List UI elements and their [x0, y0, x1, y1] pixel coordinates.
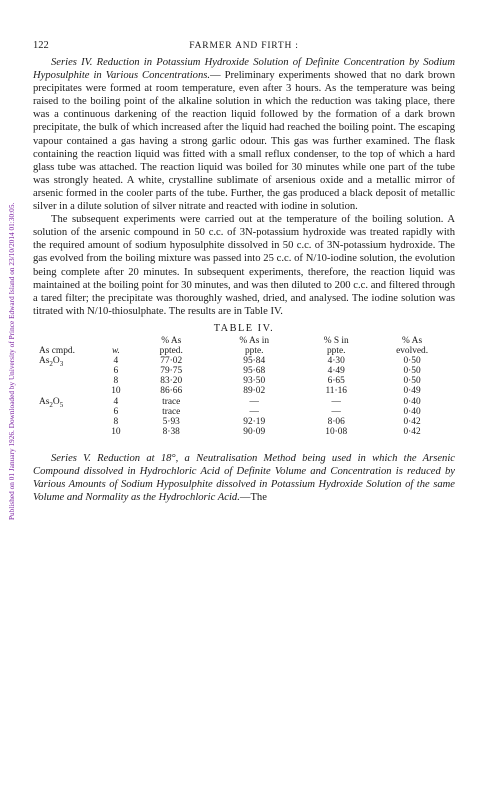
table-cell: 0·42: [403, 427, 421, 438]
table-cell: 86·66: [160, 386, 183, 397]
table-cell: 10·08: [325, 427, 348, 438]
table-cell: 4: [113, 355, 119, 366]
compound-cell: [37, 417, 101, 427]
table-header-cell: As cmpd.: [39, 345, 75, 356]
table-cell: 8: [113, 417, 119, 428]
table-header-cell: % As: [161, 335, 182, 346]
compound-cell: [37, 427, 101, 437]
table-cell: 95·68: [243, 366, 266, 377]
table-cell: 89·02: [243, 386, 266, 397]
table-row: [37, 407, 449, 417]
compound-cell: $As_2O_3$: [39, 355, 64, 368]
table-header-cell: [37, 336, 101, 346]
table-cell: 5·93: [162, 417, 180, 428]
table-header-cell: ppte.: [326, 345, 346, 356]
compound-cell: $As_2O_5$: [39, 396, 64, 409]
table-cell: 93·50: [243, 376, 266, 387]
table-cell: 4·49: [327, 366, 345, 377]
table-header-cell: [101, 336, 132, 346]
table-cell: 10: [111, 427, 121, 438]
table-cell: 4·30: [327, 355, 345, 366]
table-cell: 0·49: [403, 386, 421, 397]
table-cell: —: [331, 396, 341, 407]
table-cell: trace: [162, 406, 181, 417]
table-cell: 11·16: [325, 386, 347, 397]
table-cell: 0·40: [403, 406, 421, 417]
table-row: [37, 427, 449, 437]
page: [33, 40, 455, 504]
series-iv-body: — Preliminary experiments showed that no dark brown precipitates were formed at room temperature, even after 3 hours. As the temperature was being raised to the boiling point of the alkaline solution in which the reduction was taking place, there was a continuous darkening of the reaction liquid followed by the formation of a dark brown precipitate, the bulk of which increased after the liquid had reached the boiling point. The escaping vapour contained a gas having a strong garlic odour. This gas was further examined. The flask containing the reaction liquid was fitted with a small reflux condenser, to the top of which a hard glass tube was attached. The reaction liquid was boiled for 30 minutes while one part of the tube was strongly heated. A white, crystalline sublimate of arsenious oxide and a metallic mirror of arsenic formed in the cooler parts of the tube. Further, the gas produced a black deposit of metallic silver in a dilute solution of silver nitrate and reacted with iodine in solution.: [33, 70, 455, 213]
series-iv-paragraph: [33, 56, 455, 213]
table-row: [37, 356, 449, 366]
table-header-cell: w.: [111, 345, 120, 356]
table-row: [37, 417, 449, 427]
table-cell: 6: [113, 366, 119, 377]
page-number: 122: [33, 40, 49, 51]
table-cell: trace: [162, 396, 181, 407]
table-row: [37, 397, 449, 407]
table-cell: —: [249, 406, 259, 417]
page-header: [33, 40, 455, 56]
table-cell: 8·38: [162, 427, 180, 438]
compound-cell: [37, 376, 101, 386]
table-cell: 10: [111, 386, 121, 397]
table-cell: 6: [113, 406, 119, 417]
results-table: [37, 336, 449, 438]
table-header-cell: % As: [402, 335, 423, 346]
series-iv-title: Series IV. Reduction in Potassium Hydroxide Solution of Definite Concentration by Sodium Hyposulphite in Various Concentrations.: [33, 57, 455, 82]
compound-cell: [37, 386, 101, 396]
table-cell: 95·84: [243, 355, 266, 366]
table-header-cell: ppted.: [159, 345, 183, 356]
download-watermark: [2, 30, 14, 520]
table-row: [37, 386, 449, 396]
table-row: [37, 366, 449, 376]
table-header-cell: % As in: [239, 335, 270, 346]
table-caption: TABLE IV.: [213, 322, 275, 334]
table-cell: —: [331, 406, 341, 417]
compound-cell: [37, 366, 101, 376]
table-cell: 8·06: [327, 417, 345, 428]
table-row: [37, 376, 449, 386]
table-cell: 8: [113, 376, 119, 387]
table-cell: 0·50: [403, 376, 421, 387]
series-v-paragraph: [33, 452, 455, 504]
running-head: FARMER AND FIRTH :: [189, 41, 299, 51]
table-cell: 77·02: [160, 355, 183, 366]
series-v-title: Series V. Reduction at 18°, a Neutralisation Method being used in which the Arsenic Compound dissolved in Hydrochloric Acid of Definite Volume and Concentration is reduced by Various Amounts of Sodium Hyposulphite dissolved in Potassium Hydroxide Solution of the same Volume and Normality as the Hydrochloric Acid.: [33, 452, 455, 503]
table-header-cell: % S in: [323, 335, 349, 346]
table-cell: 0·40: [403, 396, 421, 407]
table-cell: —: [249, 396, 259, 407]
table-cell: 0·50: [403, 366, 421, 377]
table-cell: 0·42: [403, 417, 421, 428]
table-header-cell: ppte.: [244, 345, 264, 356]
table-cell: 79·75: [160, 366, 183, 377]
table-cell: 83·20: [160, 376, 183, 387]
compound-cell: [37, 407, 101, 417]
series-v-tail: —The: [239, 491, 267, 503]
table-cell: 0·50: [403, 355, 421, 366]
download-watermark-text: Published on 01 January 1926. Downloaded by University of Prince Edward Island on 23/10/2014 01:30:05.: [8, 202, 16, 520]
table-cell: 90·09: [243, 427, 266, 438]
table-cell: 4: [113, 396, 119, 407]
table-cell: 6·65: [327, 376, 345, 387]
table-header-row-top: [37, 336, 449, 346]
table-header-cell: evolved.: [396, 345, 429, 356]
procedure-paragraph: The subsequent experiments were carried out at the temperature of the boiling solution. A solution of the arsenic compound in 50 c.c. of 3N-potassium hydroxide was treated rapidly with the required amount of sodium hyposulphite dissolved in 50 c.c. of 3N-potassium hydroxide. The gas evolved from the boiling mixture was passed into 25 c.c. of N/10-iodine solution, the evolution being complete after 20 minutes. In subsequent experiments, therefore, the reaction liquid was maintained at the boiling point for 30 minutes, and was then diluted to 200 c.c. and filtered through a tared filter; the precipitate was thoroughly washed, dried, and analysed. The iodine solution was titrated with N/10-thiosulphate. The results are in Table IV.: [33, 214, 455, 317]
table-cell: 92·19: [243, 417, 266, 428]
table-header-row-bottom: [37, 346, 449, 356]
